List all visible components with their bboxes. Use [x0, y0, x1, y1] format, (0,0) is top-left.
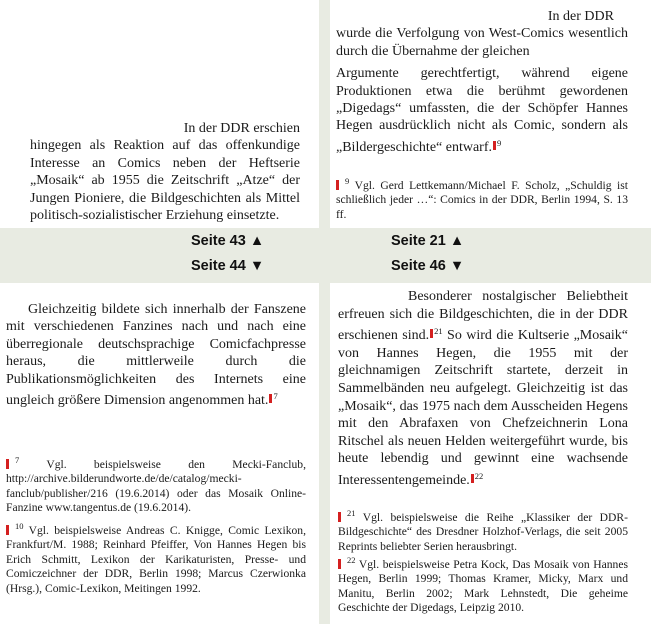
footnote-22: [338, 553, 628, 616]
paragraph-lead: In der DDR erschien: [183, 121, 300, 136]
footnote-ref-marker: [430, 329, 433, 338]
footnote-ref-21[interactable]: 21: [434, 326, 443, 337]
footnote-text: Vgl. beispielsweise den Mecki-Fanclub, http://archive.bilderundworte.de/de/catalog/mecki-fanclub/publisher/216 (19.6.2014) oder das Mosaik Online-Fanzine www.tangentus.de (19.6.2014).: [6, 458, 306, 515]
nav-page-43-up[interactable]: Seite 43 ▲: [191, 233, 265, 249]
footnote-text: Vgl. Gerd Lettkemann/Michael F. Scholz, „Schuldig ist schließlich jeder …“: Comics in der DDR, Berlin 1994, S. 13 ff.: [336, 179, 628, 221]
footnote-text: Vgl. beispielsweise Andreas C. Knigge, Comic Lexikon, Frankfurt/M. 1988; Reinhard Pfeiffer, Von Hannes Hegen bis Erich Schmitt, Lexikon der Karikaturisten, Presse- und Comiczeichner der DDR, Berlin 1998; Marcus Czerwionka (Hrsg.), Comic-Lexikon, Meitingen 1992.: [6, 524, 306, 595]
paragraph-text-a: Besonderer nostalgischer Beliebtheit erfreuen sich die Bildgeschichten, die in der DDR erschienen sind.: [338, 289, 628, 344]
paragraph-text-b: So wird die Kultserie „Mosaik“ von Hannes Hegen, die 1955 mit der gleichnamigen Zeitschrift startete, derzeit in Sammelbänden neu aufgelegt. Gleichzeitig ist das „Mosaik“, das 1975 nach dem Ausscheiden Hegens mit den Abrafaxen von Chefzeichnerin Lona Ritschel als neuen Helden weitergeführt wurde, bis heute lebendig und gewinnt eine wachsende Interessentengemeinde.: [338, 328, 629, 488]
footnote-7: [6, 453, 306, 516]
footnote-marker: [338, 512, 341, 522]
footnote-ref-7[interactable]: 7: [273, 391, 278, 402]
footnote-text: Vgl. beispielsweise Petra Kock, Das Mosaik von Hannes Hegen, Berlin 1999; Thomas Kramer, Micky, Marx und Manitu, Berlin 2002; Mark Lehnstedt, Die geheime Geschichte der Digedags, Leipzig 2010.: [338, 558, 628, 615]
paragraph-text: Gleichzeitig bildete sich innerhalb der Fanszene mit verschiedenen Fanzines nach und nach eine überregionale deutschsprachige Comicfachpresse heraus, die mittlerweile durch die Publikationsmöglichkeiten des Internets eine ungleich größere Dimension angenommen hat.: [6, 302, 306, 409]
footnote-number: 21: [347, 508, 356, 518]
footnote-10: [6, 519, 306, 596]
footnote-marker: [336, 180, 339, 190]
nav-page-44-down[interactable]: Seite 44 ▼: [191, 258, 265, 274]
excerpt-bottom-right: [330, 283, 651, 624]
paragraph-ddr-atze: [30, 120, 300, 224]
excerpt-top-left: [0, 0, 319, 228]
footnote-number: 7: [15, 455, 20, 465]
paragraph-mosaik-abrafaxe: [338, 288, 628, 490]
paragraph-text: hingegen als Reaktion auf das offenkundige Interesse an Comics neben der Heftserie „Mosaik“ ab 1955 die Zeitschrift „Atze“ der Jungen Pioniere, die Bildgeschichten als Mittel politisch-sozialistischer Erziehung einsetzte.: [30, 138, 300, 224]
excerpt-bottom-left: [0, 283, 319, 624]
paragraph-fanzines: [6, 301, 306, 409]
footnote-21: [338, 506, 628, 554]
paragraph-ddr-digedags: [336, 8, 628, 156]
footnote-ref-9[interactable]: 9: [497, 137, 502, 148]
nav-page-21-up[interactable]: Seite 21 ▲: [391, 233, 465, 249]
footnote-marker: [6, 525, 9, 535]
footnote-ref-marker: [493, 141, 496, 150]
footnote-marker: [338, 559, 341, 569]
footnote-text: Vgl. beispielsweise die Reihe „Klassiker der DDR-Bildgeschichte“ des Dresdner Holzhof-Verlags, die seit 2005 Reprints beliebter Serien herausbringt.: [338, 511, 628, 553]
paragraph-text-2: Argumente gerechtfertigt, während eigene Produktionen etwa die berühmt gewordenen „Digedags“ umfassten, die der Schöpfer Hannes Hegen ausdrücklich nicht als Comic, sondern als „Bildergeschichte“ entwarf.: [336, 66, 628, 155]
footnote-number: 22: [347, 555, 356, 565]
footnote-ref-marker: [471, 474, 474, 483]
footnote-number: 9: [345, 176, 350, 186]
footnote-number: 10: [15, 521, 24, 531]
footnote-ref-marker: [269, 394, 272, 403]
footnote-ref-22[interactable]: 22: [474, 470, 484, 481]
paragraph-lead: In der DDR: [547, 9, 614, 24]
footnote-marker: [6, 459, 9, 469]
excerpt-top-right: [330, 0, 651, 228]
footnote-9: [336, 174, 628, 222]
paragraph-text-1: wurde die Verfolgung von West-Comics wesentlich durch die Übernahme der gleichen: [336, 26, 628, 59]
line-gap: [336, 60, 628, 65]
nav-page-46-down[interactable]: Seite 46 ▼: [391, 258, 465, 274]
